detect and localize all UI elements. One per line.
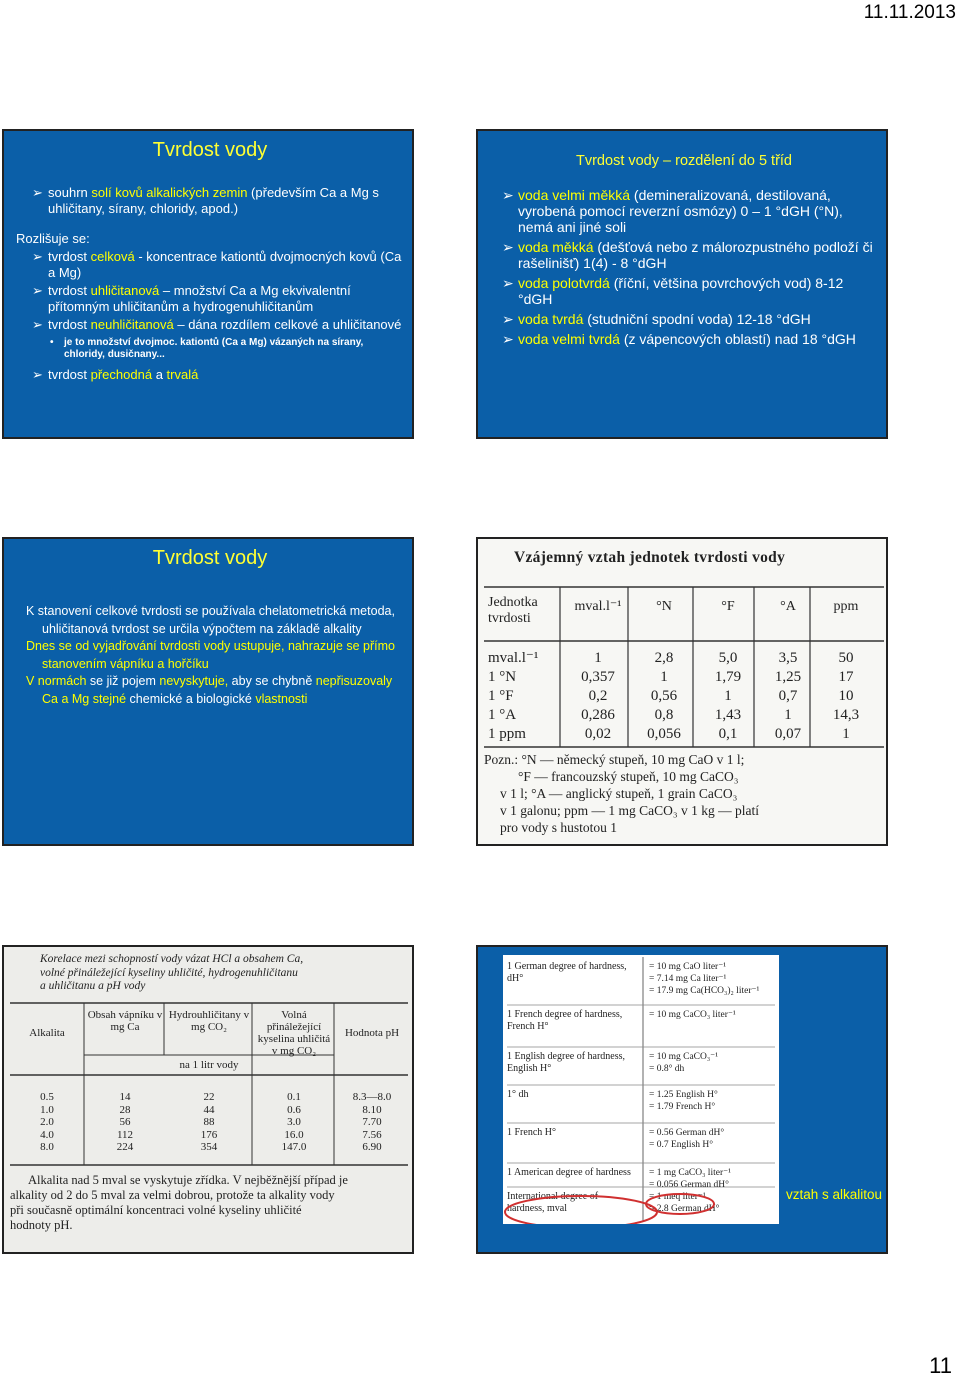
unit-value: = 0.8° dh: [649, 1064, 685, 1074]
class-name: voda polotvrdá: [518, 275, 610, 291]
unit-value: = 17.9 mg Ca(HCO₃)₂ liter⁻¹: [649, 986, 760, 996]
table-header-cell: Obsah vápníku v mg Ca: [87, 1009, 163, 1033]
table-cell: 6.90: [362, 1141, 382, 1153]
class-name: voda tvrdá: [518, 311, 584, 327]
class-description: (dešťová nebo z málorozpustného podloží či rašelinišť) 1(4) - 8 °dGH: [518, 239, 873, 271]
table-cell: 0,286: [581, 707, 615, 723]
table-cell: 112: [116, 1128, 134, 1141]
unit-name: 1 American degree of hardness: [507, 1167, 631, 1178]
slide-body: [16, 185, 402, 383]
table-cell: 5,0: [718, 650, 738, 666]
class-list: [502, 187, 878, 347]
table-cell: 0.1: [287, 1091, 301, 1103]
table-cell: 1: [784, 707, 792, 723]
paragraph-norms: V normách se již pojem nevyskytuje, aby se chybně nepřisuzovaly Ca a Mg stejné chemické a biologické vlastnosti: [26, 674, 393, 706]
slide-hardness-methods: [2, 537, 414, 846]
unit-name: 1 English degree of hardness, English H°: [507, 1051, 626, 1074]
class-item: [502, 187, 878, 235]
unit-value: = 1 meq liter⁻¹: [649, 1192, 706, 1202]
dot-icon: •: [50, 337, 54, 348]
unit-value: = 10 mg CaO liter⁻¹: [649, 962, 727, 972]
table-cell: 22: [203, 1091, 215, 1103]
arrow-icon: ➢: [502, 311, 514, 327]
bullet-item: ➢ tvrdost celková - koncentrace kationtů dvojmocných kovů (Ca a Mg): [32, 249, 402, 280]
table-subheader: na 1 litr vody: [179, 1059, 239, 1071]
table-cell: 1,25: [774, 669, 802, 685]
callout-alkalinity: vztah s alkalitou: [786, 1187, 883, 1202]
table-cell: 10: [838, 688, 854, 704]
note-line: Pozn.: °N — německý stupeň, 10 mg CaO v 1 l;: [484, 752, 745, 767]
unit-value: = 1 mg CaCO₃ liter⁻¹: [649, 1168, 731, 1178]
class-name: voda měkká: [518, 239, 594, 255]
scan-footnote: [10, 1173, 410, 1233]
scan-english-units: [503, 955, 779, 1224]
note-line: °F — francouzský stupeň, 10 mg CaCO₃: [518, 769, 739, 784]
bullet-item: ➢ tvrdost přechodná a trvalá: [32, 367, 199, 382]
scan-title-line: Korelace mezi schopností vody vázat HCl a obsahem Ca,: [40, 953, 304, 965]
table-cell: 1: [594, 650, 602, 666]
foot-line: při současně optimální koncentraci volné kyseliny uhličité: [10, 1203, 302, 1217]
table-cell: 0,2: [588, 688, 608, 704]
table-header-cell: °N: [656, 599, 672, 614]
table-cell: 1: [660, 669, 668, 685]
foot-line: alkality od 2 do 5 mval za velmi dobrou, protože ta alkality vody: [10, 1188, 335, 1202]
table-cell: 0,8: [654, 707, 674, 723]
table-cell: 17: [838, 669, 854, 685]
table-header-cell: Jednotka tvrdosti: [488, 595, 538, 626]
highlight-ellipses: [503, 955, 779, 1224]
unit-name: 1 French H°: [507, 1127, 556, 1138]
class-description: (demineralizovaná, destilovaná, vyrobená pomocí reverzní osmózy) 0 – 1 °dGH (°N), nemá ani jiné soli: [518, 187, 843, 235]
unit-value: = 7.14 mg Ca liter⁻¹: [649, 974, 727, 984]
unit-value: = 10 mg CaCO₃⁻¹: [649, 1052, 719, 1062]
table-header-cell: °A: [780, 599, 796, 614]
arrow-icon: ➢: [502, 187, 514, 203]
table-cell: 3.0: [287, 1116, 301, 1128]
note-line: v 1 l; °A — anglický stupeň, 1 grain CaCO₃: [500, 786, 738, 801]
sub-bullet: • je to množství dvojmoc. kationtů (Ca a Mg) vázaných na sírany, chloridy, dusičnany...: [50, 337, 364, 360]
unit-value: = 1.79 French H°: [649, 1102, 716, 1112]
table-cell: mval.l⁻¹: [488, 650, 539, 666]
foot-line: Alkalita nad 5 mval se vyskytuje zřídka. V nejběžnější případ je: [28, 1173, 348, 1187]
bullet-item: ➢ tvrdost neuhličitanová – dána rozdílem celkové a uhličitanové: [32, 317, 402, 332]
table-header-cell: Volná přináležející kyselina uhličitá v mg CO₂: [257, 1009, 331, 1057]
table-cell: 8.3—8.0: [352, 1091, 392, 1103]
table-cell: 0,56: [650, 688, 678, 704]
table-cell: 16.0: [284, 1128, 304, 1141]
table-cell: 14,3: [832, 707, 860, 723]
slide-hardness-intro: [2, 129, 414, 439]
table-cell: 1: [842, 726, 850, 742]
table-cell: 56: [119, 1116, 131, 1128]
scan-title: Vzájemný vztah jednotek tvrdosti vody: [514, 549, 786, 566]
class-name: voda velmi měkká: [518, 187, 631, 203]
table-cell: 1 °F: [488, 688, 514, 704]
table-cell: 1: [724, 688, 732, 704]
intro-text: Rozlišuje se:: [16, 231, 90, 246]
table-header-cell: ppm: [833, 599, 859, 614]
table-cell: 44: [203, 1103, 215, 1116]
table-cell: 3,5: [778, 650, 798, 666]
unit-value: = 10 mg CaCO₃ liter⁻¹: [649, 1010, 736, 1020]
class-description: (z vápencových oblastí) nad 18 °dGH: [619, 331, 856, 347]
table-cell: 1.0: [40, 1103, 54, 1116]
page-number: 11: [929, 1353, 952, 1378]
table-cell: 2,8: [654, 650, 674, 666]
scan-correlation-table: [2, 945, 414, 1254]
table-cell: 0,7: [778, 688, 798, 704]
table-cell: 176: [200, 1128, 218, 1141]
table-cell: 224: [116, 1141, 134, 1153]
unit-name: International degree of hardness, mval: [507, 1191, 599, 1214]
foot-line: hodnoty pH.: [10, 1218, 73, 1232]
table-cell: 1 °A: [488, 707, 517, 723]
table-cell: 1 °N: [488, 669, 517, 685]
table-header-cell: mval.l⁻¹: [574, 599, 622, 614]
table-cell: 88: [203, 1116, 215, 1128]
paragraph-calcium: Dnes se od vyjadřování tvrdosti vody ustupuje, nahrazuje se přímo stanovením vápníku a hořčíku: [26, 639, 395, 671]
table-cell: 0,07: [774, 726, 802, 742]
unit-name: 1 French degree of hardness, French H°: [507, 1009, 623, 1032]
slide-body: [26, 603, 406, 708]
unit-name: 1° dh: [507, 1089, 529, 1100]
class-item: [502, 275, 878, 307]
note-line: pro vody s hustotou 1: [500, 820, 618, 835]
slide-international-units: [476, 945, 888, 1254]
unit-value: = 0.56 German dH°: [649, 1128, 725, 1138]
bullet-item: ➢ tvrdost uhličitanová – množství Ca a Mg ekvivalentní přítomným uhličitanům a hydrogenuhličitanům: [32, 283, 351, 314]
slide-hardness-classes: [476, 129, 888, 439]
table-cell: 0,357: [581, 669, 615, 685]
class-description: (studniční spodní voda) 12-18 °dGH: [583, 311, 811, 327]
class-item: [502, 311, 878, 327]
class-item: [502, 331, 878, 347]
class-item: [502, 239, 878, 271]
note-line: v 1 galonu; ppm — 1 mg CaCO₃ v 1 kg — platí: [500, 803, 759, 818]
class-name: voda velmi tvrdá: [518, 331, 620, 347]
table-cell: 7.70: [362, 1116, 382, 1128]
bullet-item: ➢ souhrn solí kovů alkalických zemin (především Ca a Mg s uhličitany, sírany, chloridy, apod.): [32, 185, 379, 216]
class-description: (říční, většina povrchových vod) 8-12 °dGH: [518, 275, 844, 307]
table-cell: 4.0: [40, 1128, 54, 1141]
arrow-icon: ➢: [502, 239, 514, 255]
unit-value: = 2.8 German dH°: [649, 1204, 720, 1214]
table-cell: 1,43: [714, 707, 742, 723]
table-cell: 0.6: [287, 1103, 301, 1116]
table-cell: 0.5: [40, 1091, 54, 1103]
slide-title: Tvrdost vody: [152, 139, 268, 161]
table-cell: 50: [838, 650, 854, 666]
arrow-icon: ➢: [502, 275, 514, 291]
table-cell: 8.0: [40, 1141, 54, 1153]
unit-value: = 0.056 German dH°: [649, 1180, 729, 1190]
unit-value: = 1.25 English H°: [649, 1090, 718, 1100]
table-cell: 1 ppm: [488, 726, 526, 742]
table-cell: 0,02: [584, 726, 612, 742]
table-cell: 8.10: [362, 1103, 382, 1116]
scan-notes: [484, 751, 882, 836]
table-cell: 0,056: [647, 726, 681, 742]
scan-title-line: a uhličitanu a pH vody: [40, 980, 146, 992]
table-header-cell: Hodnota pH: [344, 1027, 400, 1039]
slide-title: Tvrdost vody – rozdělení do 5 tříd: [576, 153, 792, 169]
table-cell: 2.0: [40, 1116, 54, 1128]
paragraph-chelatometry: K stanovení celkové tvrdosti se používala chelatometrická metoda, uhličitanová tvrdost se určila výpočtem na základě alkality: [26, 604, 395, 636]
table-header-cell: °F: [721, 599, 735, 614]
header-date: 11.11.2013: [863, 2, 956, 23]
table-cell: 1,79: [714, 669, 742, 685]
scan-title-line: volné přináležející kyseliny uhličité, hydrogenuhličitanu: [40, 966, 298, 979]
table-cell: 7.56: [362, 1128, 382, 1141]
table-cell: 14: [119, 1091, 131, 1103]
table-header-cell: Hydrouhličitany v mg CO₂: [168, 1009, 250, 1033]
table-cell: 147.0: [281, 1141, 307, 1153]
table-header-cell: Alkalita: [29, 1027, 65, 1039]
scan-unit-relations: [476, 537, 888, 846]
slide-title: Tvrdost vody: [152, 547, 268, 569]
unit-value: = 0.7 English H°: [649, 1140, 714, 1150]
table-cell: 0,1: [718, 726, 738, 742]
table-cell: 28: [119, 1103, 131, 1116]
unit-name: 1 German degree of hardness, dH°: [507, 961, 627, 984]
table-cell: 354: [200, 1141, 218, 1153]
arrow-icon: ➢: [502, 331, 514, 347]
